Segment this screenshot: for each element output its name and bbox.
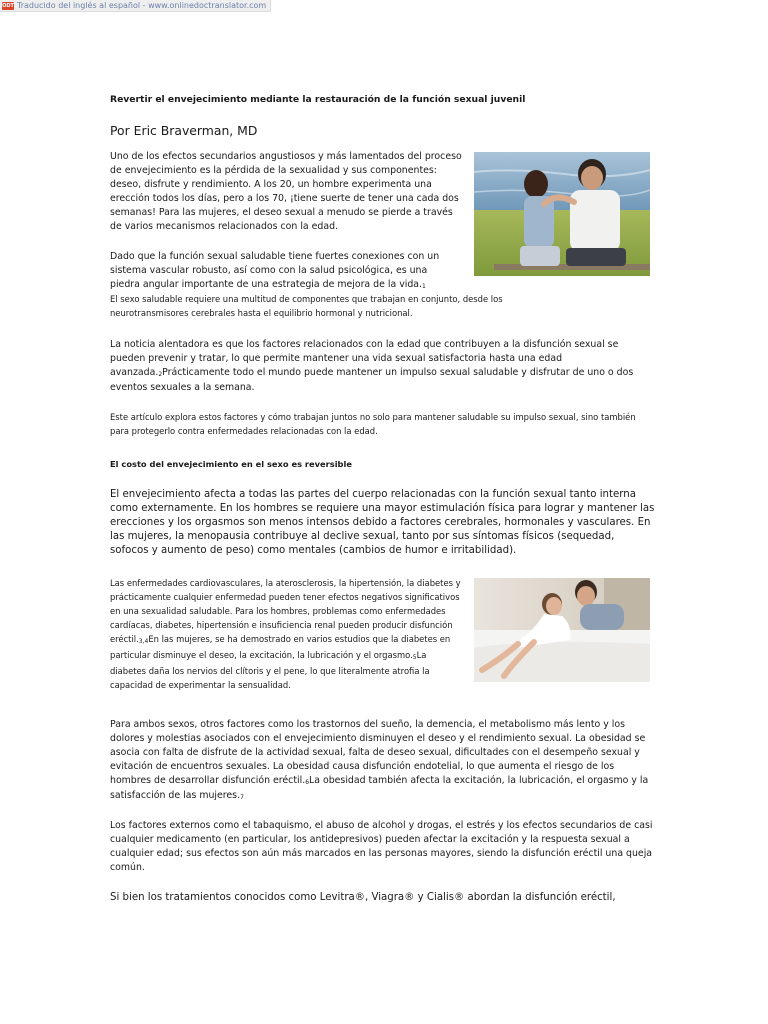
translator-banner[interactable] <box>0 0 271 12</box>
paragraph-components: El sexo saludable requiere una multitud de componentes que trabajan en conjunto, desde los neurotransmisores cerebrales hasta el equilibrio hormonal y nutricional. <box>110 294 503 318</box>
section-heading: El costo del envejecimiento en el sexo es reversible <box>110 459 352 469</box>
article-author: Por Eric Braverman, MD <box>110 123 258 138</box>
couple-bed-photo <box>474 578 650 682</box>
paragraph-good-news: La noticia alentadora es que los factores relacionados con la edad que contribuyen a la disfunción sexual se pueden prevenir y tratar, lo que permite mantener una vida sexual satisfactoria hasta una edad avanzada.$^2$Prácticamente todo el mundo puede mantener un impulso sexual saludable y disfrutar de uno o dos eventos sexuales a la semana. <box>110 339 634 393</box>
paragraph-both-sexes: Para ambos sexos, otros factores como los trastornos del sueño, la demencia, el metabolismo más lento y los dolores y molestias asociados con el envejecimiento disminuyen el deseo y el rendimiento sexual. La obesidad se asocia con falta de disfrute de la actividad sexual, falta de deseo sexual, dificultades con el desempeño sexual y evitación de encuentros sexuales. La obesidad causa disfunción endotelial, lo que aumenta el riesgo de los hombres de desarrollar disfunción eréctil.$^6$La obesidad también afecta la excitación, la lubricación, el orgasmo y la satisfacción de las mujeres.$^7$ <box>110 719 649 801</box>
couple-bench-photo <box>474 152 650 276</box>
footnote-ref: 3,4 <box>138 638 149 645</box>
paragraph-diseases: Las enfermedades cardiovasculares, la aterosclerosis, la hipertensión, la diabetes y prácticamente cualquier enfermedad pueden tener efectos negativos significativos en una sexualidad saludable. Para los hombres, problemas como enfermedades cardíacas, diabetes, hipertensión e insuficiencia renal pueden producir disfunción eréctil.$^{3,4}$En las mujeres, se ha demostrado en varios estudios que la diabetes en particular disminuye el deseo, la excitación, la lubricación y el orgasmo.$^5$La diabetes daña los nervios del clítoris y el pene, lo que literalmente atrofia la capacidad de experimentar la sensualidad. <box>110 578 461 690</box>
paragraph-intro: Uno de los efectos secundarios angustiosos y más lamentados del proceso de envejecimiento es la pérdida de la sexualidad y sus componentes: deseo, disfrute y rendimiento. A los 20, un hombre experimenta una erección todos los días, pero a los 70, ¡tiene suerte de tener una cada dos semanas! Para las mujeres, el deseo sexual a menudo se pierde a través de varios mecanismos relacionados con la edad. <box>110 151 462 232</box>
translator-banner-link[interactable]: Traducido del inglés al español - www.onlinedoctranslator.com <box>17 1 267 10</box>
paragraph-explores: Este artículo explora estos factores y cómo trabajan juntos no solo para mantener saludable su impulso sexual, sino también para protegerlo contra enfermedades relacionadas con la edad. <box>110 412 636 436</box>
paragraph-treatments: Si bien los tratamientos conocidos como Levitra®, Viagra® y Cialis® abordan la disfunción eréctil, <box>110 892 616 903</box>
footnote-ref: 2 <box>158 371 163 378</box>
footnote-ref: 1 <box>422 283 426 290</box>
footnote-ref: 7 <box>240 794 244 801</box>
article-title: Revertir el envejecimiento mediante la restauración de la función sexual juvenil <box>110 94 526 105</box>
footnote-ref: 6 <box>305 779 310 786</box>
translator-logo-icon: ODT <box>2 2 14 9</box>
footnote-ref: 5 <box>412 654 417 661</box>
paragraph-external-factors: Los factores externos como el tabaquismo, el abuso de alcohol y drogas, el estrés y los efectos secundarios de casi cualquier medicamento (en particular, los antidepresivos) pueden afectar la excitación y la respuesta sexual a cualquier edad; sus efectos son aún más marcados en las personas mayores, siendo la disfunción eréctil una queja común. <box>110 820 653 873</box>
paragraph-vascular: Dado que la función sexual saludable tiene fuertes conexiones con un sistema vascular robusto, así como con la salud psicológica, es una piedra angular importante de una estrategia de mejora de la vida.$^1$ <box>110 251 440 290</box>
paragraph-aging-effects: El envejecimiento afecta a todas las partes del cuerpo relacionadas con la función sexual tanto interna como externamente. En los hombres se requiere una mayor estimulación física para lograr y mantener las erecciones y los orgasmos son menos intensos debido a factores cerebrales, hormonales y vasculares. En las mujeres, la menopausia contribuye al declive sexual, tanto por sus síntomas físicos (sequedad, sofocos y aumento de peso) como mentales (cambios de humor e irritabilidad). <box>110 489 655 556</box>
